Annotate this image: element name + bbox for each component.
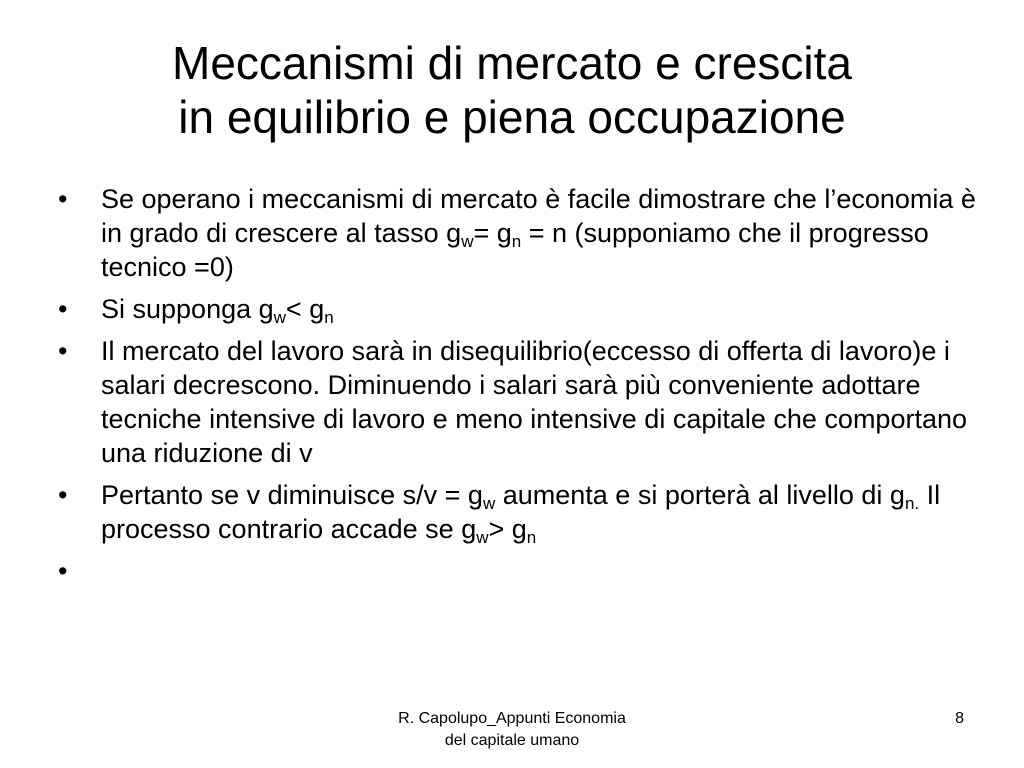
bullet-2-subscript-n: n xyxy=(324,307,334,327)
bullet-4-subscript-w-2: w xyxy=(476,527,489,547)
bullet-1-text-c: = n (supponiamo che il progresso tecnico =0) xyxy=(101,218,929,282)
footer-credit xyxy=(352,708,672,752)
bullet-2-text-b: < g xyxy=(285,294,325,324)
bullet-dot-icon: • xyxy=(58,294,68,324)
bullet-1-text-a: Se operano i meccanismi di mercato è facile dimostrare che l’economia è in grado di crescere al tasso g xyxy=(101,184,976,248)
bullet-1-subscript-w: w xyxy=(461,231,474,251)
bullet-2-subscript-w: w xyxy=(273,307,286,327)
page-number: 8 xyxy=(955,710,964,727)
bullet-item-1 xyxy=(58,182,978,284)
bullet-dot-icon: • xyxy=(58,556,68,586)
bullet-4-text-b: aumenta e si porterà al livello di g xyxy=(495,480,905,510)
bullet-4-text-d: > g xyxy=(488,514,527,544)
bullet-list xyxy=(58,182,978,586)
bullet-4-subscript-n-2: n xyxy=(526,527,537,547)
slide-title xyxy=(40,36,984,144)
bullet-2-text-a: Si supponga g xyxy=(101,294,274,324)
slide-title-line-2: in equilibrio e piena occupazione xyxy=(178,91,846,143)
bullet-item-4 xyxy=(58,478,978,546)
bullet-1-subscript-n: n xyxy=(511,231,522,251)
bullet-4-subscript-n: n. xyxy=(904,493,920,513)
bullet-1-text-b: = g xyxy=(473,218,512,248)
bullet-dot-icon: • xyxy=(58,336,68,366)
footer-credit-line-2: del capitale umano xyxy=(444,732,580,749)
bullet-item-2 xyxy=(58,292,978,326)
bullet-item-3 xyxy=(58,334,978,470)
bullet-4-subscript-w: w xyxy=(482,493,496,513)
bullet-4-text-a: Pertanto se v diminuisce s/v = g xyxy=(101,480,483,510)
footer-credit-line-1: R. Capolupo_Appunti Economia xyxy=(398,710,626,727)
slide-footer xyxy=(0,708,1024,758)
slide-title-line-1: Meccanismi di mercato e crescita xyxy=(172,37,852,89)
bullet-dot-icon: • xyxy=(58,184,68,214)
bullet-3-text: Il mercato del lavoro sarà in disequilibrio(eccesso di offerta di lavoro)e i salari decrescono. Diminuendo i salari sarà più conveniente adottare tecniche intensive di lavoro e meno intensive di capitale che comportano una riduzione di v xyxy=(101,336,968,468)
bullet-4-text-c: Il processo contrario accade se g xyxy=(101,480,941,544)
bullet-dot-icon: • xyxy=(58,480,68,510)
